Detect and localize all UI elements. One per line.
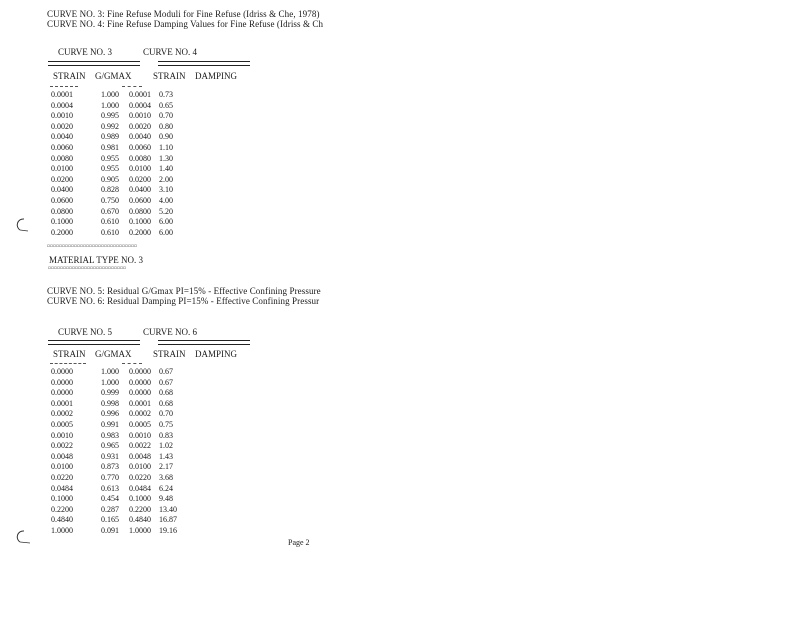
curve-6-description: CURVE NO. 6: Residual Damping PI=15% - Effective Confining Pressur	[47, 296, 320, 306]
ggmax-cell: 0.998	[101, 398, 119, 408]
strain-cell: 0.0000	[51, 388, 73, 398]
damping-cell: 0.90	[159, 132, 173, 142]
ggmax-cell: 0.454	[101, 494, 119, 504]
strain-cell: 0.0400	[129, 185, 151, 195]
damping-cell: 0.67	[159, 377, 173, 387]
table-row	[51, 526, 189, 537]
damping-cell: 2.17	[159, 462, 173, 472]
damping-cell: 9.48	[159, 494, 173, 504]
block2-col-strain-2: STRAIN	[153, 349, 186, 359]
strain-cell: 0.0020	[129, 121, 151, 131]
strain-cell: 0.0600	[51, 195, 73, 205]
ggmax-cell: 0.613	[101, 483, 119, 493]
damping-cell: 16.87	[159, 515, 177, 525]
strain-cell: 0.0100	[51, 164, 73, 174]
ggmax-cell: 1.000	[101, 90, 119, 99]
strain-cell: 1.0000	[51, 525, 73, 535]
strain-cell: 0.0484	[51, 483, 73, 493]
table-row	[51, 196, 189, 207]
strain-cell: 0.0005	[129, 419, 151, 429]
strain-cell: 0.1000	[129, 494, 151, 504]
ggmax-cell: 0.091	[101, 525, 119, 535]
table-row	[51, 505, 189, 516]
ggmax-cell: 0.287	[101, 504, 119, 514]
block1-rule-right	[158, 61, 250, 66]
strain-cell: 0.0010	[129, 111, 151, 121]
damping-cell: 1.43	[159, 451, 173, 461]
damping-cell: 0.83	[159, 430, 173, 440]
ggmax-cell: 1.000	[101, 100, 119, 110]
strain-cell: 0.2200	[129, 504, 151, 514]
binding-hole-mark-icon	[16, 218, 30, 232]
table-row	[51, 164, 189, 175]
damping-cell: 0.65	[159, 100, 173, 110]
damping-cell: 0.68	[159, 388, 173, 398]
strain-cell: 0.0100	[129, 164, 151, 174]
table-row	[51, 228, 189, 239]
damping-cell: 1.10	[159, 142, 173, 152]
ggmax-cell: 0.670	[101, 206, 119, 216]
strain-cell: 0.0004	[51, 100, 73, 110]
damping-cell: 6.00	[159, 217, 173, 227]
strain-cell: 0.0800	[51, 206, 73, 216]
damping-cell: 5.20	[159, 206, 173, 216]
block2-curve-b-label: CURVE NO. 6	[143, 327, 198, 337]
table-row	[51, 431, 189, 442]
page-number: Page 2	[288, 538, 310, 547]
table-row	[51, 154, 189, 165]
ggmax-cell: 0.955	[101, 164, 119, 174]
block1-col-damping: DAMPING	[195, 71, 238, 81]
table-row	[51, 90, 189, 101]
damping-cell: 0.67	[159, 367, 173, 376]
strain-cell: 0.0000	[51, 367, 73, 376]
strain-cell: 0.4840	[129, 515, 151, 525]
block1-data-table	[51, 90, 189, 238]
ggmax-cell: 0.965	[101, 441, 119, 451]
block1-curve-a-label: CURVE NO. 3	[58, 47, 113, 57]
strain-cell: 1.0000	[129, 525, 151, 535]
strain-cell: 0.0010	[51, 111, 73, 121]
ggmax-cell: 0.610	[101, 217, 119, 227]
table-row	[51, 111, 189, 122]
table-row	[51, 207, 189, 218]
ggmax-cell: 1.000	[101, 367, 119, 376]
strain-cell: 0.0080	[51, 153, 73, 163]
strain-cell: 0.0200	[51, 174, 73, 184]
table-row	[51, 367, 189, 378]
strain-cell: 0.0001	[51, 90, 73, 99]
strain-cell: 0.0100	[51, 462, 73, 472]
strain-cell: 0.0001	[129, 90, 151, 99]
strain-cell: 0.0002	[129, 409, 151, 419]
strain-cell: 0.2000	[51, 227, 73, 237]
block2-data-table	[51, 367, 189, 537]
ggmax-cell: 0.996	[101, 409, 119, 419]
strain-cell: 0.0004	[129, 100, 151, 110]
ggmax-cell: 0.770	[101, 472, 119, 482]
block2-col-damping: DAMPING	[195, 349, 238, 359]
block2-rule-left	[48, 340, 140, 345]
table-row	[51, 484, 189, 495]
strain-cell: 0.0100	[129, 462, 151, 472]
strain-cell: 0.0060	[51, 142, 73, 152]
ggmax-cell: 0.999	[101, 388, 119, 398]
separator-stars: ¤¤¤¤¤¤¤¤¤¤¤¤¤¤¤¤¤¤¤¤¤¤¤¤¤¤¤¤¤¤	[47, 244, 137, 250]
strain-cell: 0.2200	[51, 504, 73, 514]
curve-5-description: CURVE NO. 5: Residual G/Gmax PI=15% - Effective Confining Pressure	[47, 286, 321, 296]
ggmax-cell: 0.955	[101, 153, 119, 163]
strain-cell: 0.1000	[51, 494, 73, 504]
ggmax-cell: 0.905	[101, 174, 119, 184]
material-underline: ¤¤¤¤¤¤¤¤¤¤¤¤¤¤¤¤¤¤¤¤¤¤¤¤¤¤	[48, 266, 126, 272]
ggmax-cell: 0.983	[101, 430, 119, 440]
block1-col-strain-1: STRAIN	[53, 71, 86, 81]
strain-cell: 0.0022	[129, 441, 151, 451]
strain-cell: 0.0060	[129, 142, 151, 152]
damping-cell: 1.02	[159, 441, 173, 451]
strain-cell: 0.1000	[51, 217, 73, 227]
material-title: MATERIAL TYPE NO. 3	[49, 255, 143, 265]
binding-hole-mark-icon	[16, 530, 30, 544]
damping-cell: 0.70	[159, 409, 173, 419]
table-row	[51, 462, 189, 473]
ggmax-cell: 0.750	[101, 195, 119, 205]
damping-cell: 0.73	[159, 90, 173, 99]
ggmax-cell: 0.995	[101, 111, 119, 121]
damping-cell: 1.40	[159, 164, 173, 174]
block2-col-underline	[50, 363, 86, 364]
strain-cell: 0.0020	[51, 121, 73, 131]
strain-cell: 0.0010	[51, 430, 73, 440]
damping-cell: 1.30	[159, 153, 173, 163]
table-row	[51, 143, 189, 154]
table-row	[51, 175, 189, 186]
table-row	[51, 101, 189, 112]
ggmax-cell: 0.931	[101, 451, 119, 461]
ggmax-cell: 0.165	[101, 515, 119, 525]
strain-cell: 0.0002	[51, 409, 73, 419]
strain-cell: 0.1000	[129, 217, 151, 227]
block1-col-underline	[122, 86, 142, 87]
block1-col-ggmax: G/GMAX	[95, 71, 132, 81]
strain-cell: 0.0048	[51, 451, 73, 461]
strain-cell: 0.0001	[129, 398, 151, 408]
strain-cell: 0.0484	[129, 483, 151, 493]
damping-cell: 3.10	[159, 185, 173, 195]
strain-cell: 0.0040	[129, 132, 151, 142]
strain-cell: 0.0005	[51, 419, 73, 429]
block2-col-ggmax: G/GMAX	[95, 349, 132, 359]
table-row	[51, 515, 189, 526]
ggmax-cell: 0.610	[101, 227, 119, 237]
ggmax-cell: 0.873	[101, 462, 119, 472]
block1-col-strain-2: STRAIN	[153, 71, 186, 81]
damping-cell: 13.40	[159, 504, 177, 514]
damping-cell: 6.24	[159, 483, 173, 493]
ggmax-cell: 1.000	[101, 377, 119, 387]
damping-cell: 2.00	[159, 174, 173, 184]
ggmax-cell: 0.981	[101, 142, 119, 152]
block2-col-strain-1: STRAIN	[53, 349, 86, 359]
table-row	[51, 378, 189, 389]
table-row	[51, 420, 189, 431]
damping-cell: 4.00	[159, 195, 173, 205]
table-row	[51, 494, 189, 505]
table-row	[51, 473, 189, 484]
damping-cell: 0.70	[159, 111, 173, 121]
strain-cell: 0.0080	[129, 153, 151, 163]
block1-curve-b-label: CURVE NO. 4	[143, 47, 198, 57]
strain-cell: 0.0800	[129, 206, 151, 216]
table-row	[51, 217, 189, 228]
table-row	[51, 399, 189, 410]
ggmax-cell: 0.828	[101, 185, 119, 195]
block2-curve-a-label: CURVE NO. 5	[58, 327, 113, 337]
strain-cell: 0.0400	[51, 185, 73, 195]
table-row	[51, 441, 189, 452]
table-row	[51, 388, 189, 399]
strain-cell: 0.0200	[129, 174, 151, 184]
block1-col-underline	[50, 86, 78, 87]
table-row	[51, 185, 189, 196]
damping-cell: 0.75	[159, 419, 173, 429]
ggmax-cell: 0.989	[101, 132, 119, 142]
strain-cell: 0.0000	[129, 367, 151, 376]
strain-cell: 0.0048	[129, 451, 151, 461]
strain-cell: 0.2000	[129, 227, 151, 237]
table-row	[51, 409, 189, 420]
ggmax-cell: 0.992	[101, 121, 119, 131]
damping-cell: 3.68	[159, 472, 173, 482]
table-row	[51, 122, 189, 133]
strain-cell: 0.0000	[129, 388, 151, 398]
ggmax-cell: 0.991	[101, 419, 119, 429]
strain-cell: 0.0220	[129, 472, 151, 482]
strain-cell: 0.4840	[51, 515, 73, 525]
strain-cell: 0.0000	[51, 377, 73, 387]
strain-cell: 0.0040	[51, 132, 73, 142]
strain-cell: 0.0010	[129, 430, 151, 440]
strain-cell: 0.0001	[51, 398, 73, 408]
strain-cell: 0.0600	[129, 195, 151, 205]
damping-cell: 0.68	[159, 398, 173, 408]
curve-4-description: CURVE NO. 4: Fine Refuse Damping Values for Fine Refuse (Idriss & Ch	[47, 19, 324, 29]
block1-rule-left	[48, 61, 140, 66]
strain-cell: 0.0000	[129, 377, 151, 387]
block2-rule-right	[158, 340, 250, 345]
damping-cell: 19.16	[159, 525, 177, 535]
damping-cell: 0.80	[159, 121, 173, 131]
table-row	[51, 132, 189, 143]
table-row	[51, 452, 189, 463]
strain-cell: 0.0022	[51, 441, 73, 451]
damping-cell: 6.00	[159, 227, 173, 237]
strain-cell: 0.0220	[51, 472, 73, 482]
block2-col-underline	[122, 363, 142, 364]
curve-3-description: CURVE NO. 3: Fine Refuse Moduli for Fine Refuse (Idriss & Che, 1978)	[47, 9, 320, 19]
